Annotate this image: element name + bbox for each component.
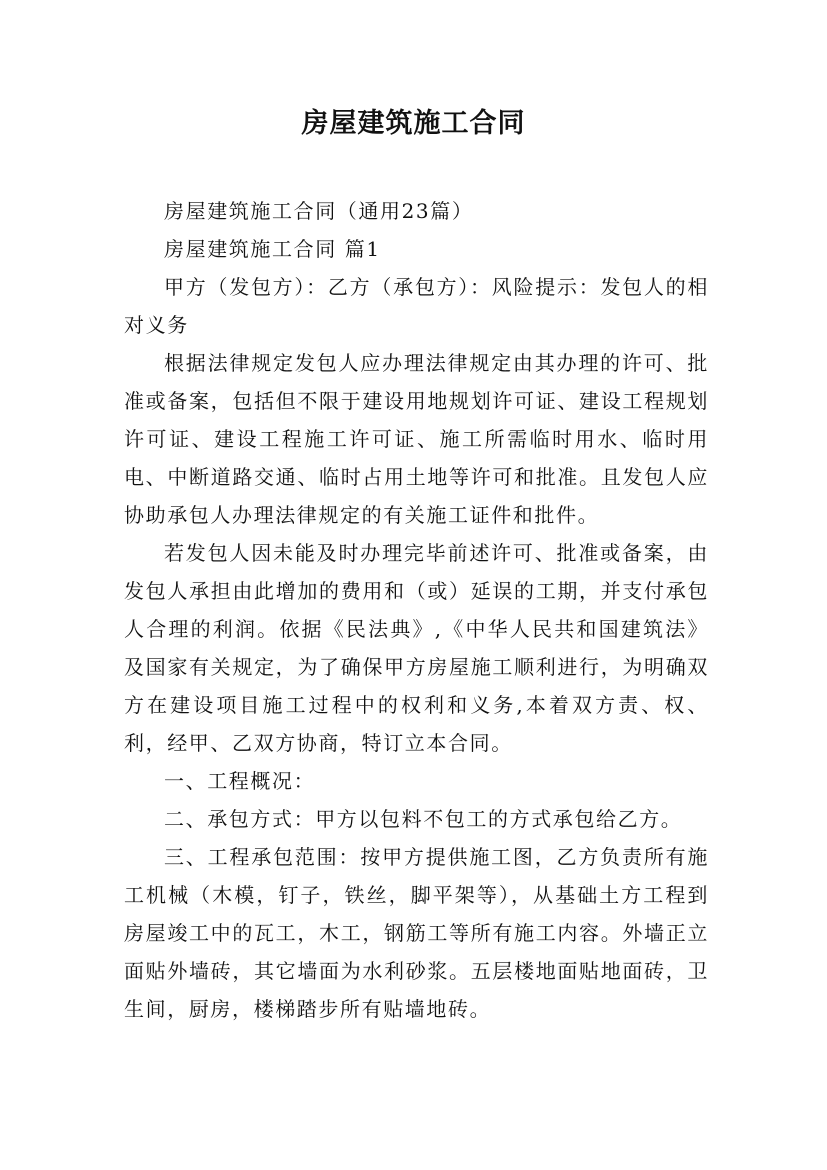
paragraph-subtitle: 房屋建筑施工合同（通用23篇）	[164, 199, 474, 223]
paragraph-section-heading: 房屋建筑施工合同 篇1	[164, 237, 381, 261]
paragraph-project-overview: 一、工程概况：	[164, 769, 316, 793]
paragraph-parties: 甲方（发包方）：乙方（承包方）：风险提示：发包人的相对义务	[124, 275, 709, 337]
paragraph-scope: 三、工程承包范围：按甲方提供施工图，乙方负责所有施工机械（木模，钉子，铁丝，脚平架等），从基础土方工程到房屋竣工中的瓦工，木工，钢筋工等所有施工内容。外墙正立面贴外墙砖，其它墙面为水利砂浆。五层楼地面贴地面砖，卫生间，厨房，楼梯踏步所有贴墙地砖。	[124, 845, 709, 1021]
paragraph-contract-method: 二、承包方式：甲方以包料不包工的方式承包给乙方。	[164, 807, 683, 831]
paragraph-permits: 根据法律规定发包人应办理法律规定由其办理的许可、批准或备案，包括但不限于建设用地规划许可证、建设工程规划许可证、建设工程施工许可证、施工所需临时用水、临时用电、中断道路交通、临时占用土地等许可和批准。且发包人应协助承包人办理法律规定的有关施工证件和批件。	[124, 351, 709, 527]
document-body	[124, 192, 709, 1028]
document-title: 房屋建筑施工合同	[301, 108, 526, 139]
paragraph-liability: 若发包人因未能及时办理完毕前述许可、批准或备案，由发包人承担由此增加的费用和（或）延误的工期，并支付承包人合理的利润。依据《民法典》,《中华人民共和国建筑法》及国家有关规定，为了确保甲方房屋施工顺利进行，为明确双方在建设项目施工过程中的权利和义务,本着双方责、权、利，经甲、乙双方协商，特订立本合同。	[124, 541, 709, 755]
